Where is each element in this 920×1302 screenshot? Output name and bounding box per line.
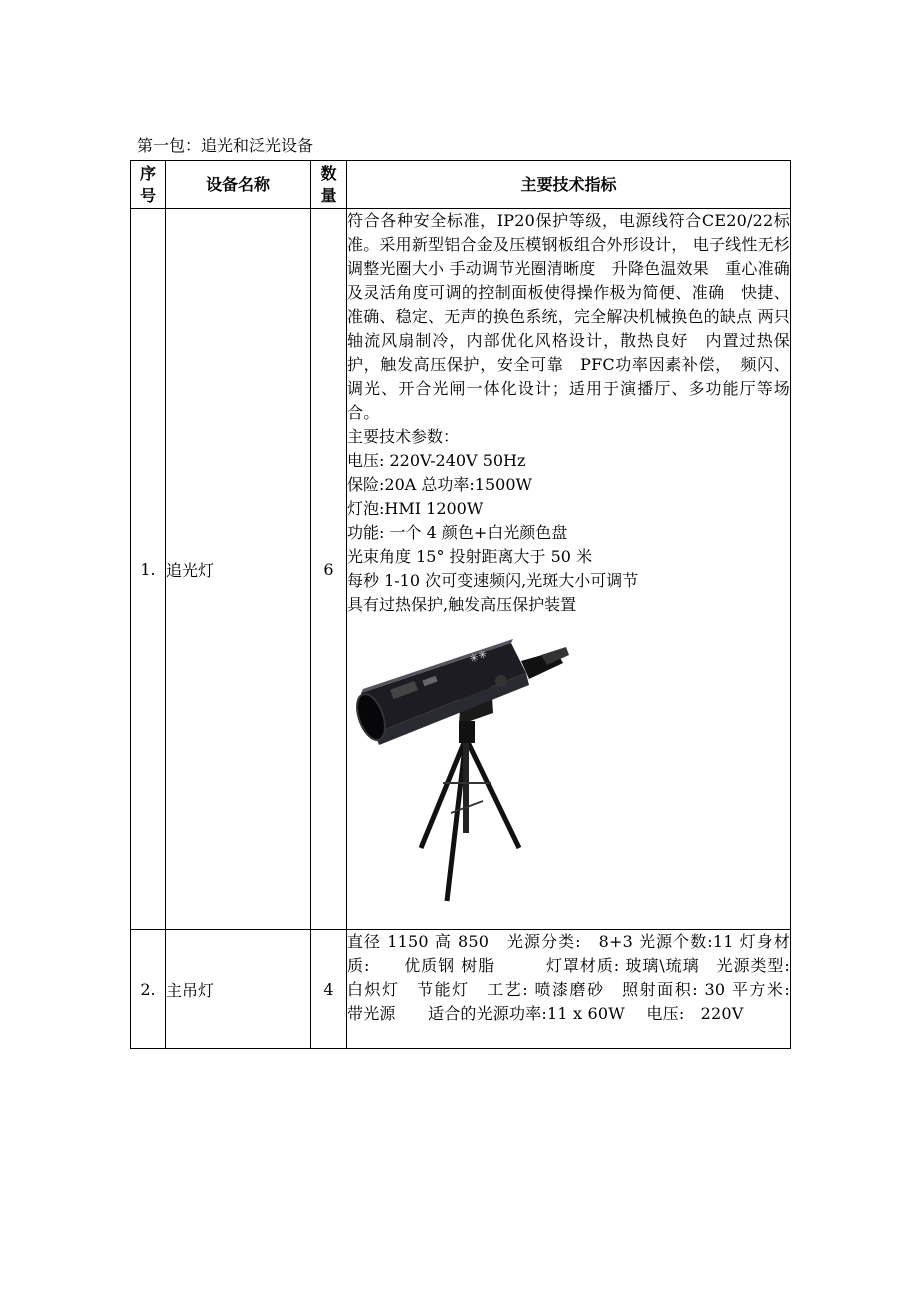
header-qty-line2: 量 [320,185,337,205]
spec-description: 符合各种安全标准，IP20保护等级，电源线符合CE20/22标准。采用新型铝合金及压模钢板组合外形设计， 电子线性无杉调整光圈大小 手动调节光圈清晰度 升降色温效果 重心准确及灵活角度可调的控制面板使得操作极为简便、准确 快捷、准确、稳定、无声的换色系统，完全解决机械换色的缺点 两只轴流风扇制冷，内部优化风格设计，散热良好 内置过热保护，触发高压保护，安全可靠 PFC功率因素补偿， 频闪、调光、开合光闸一体化设计；适用于演播厅、多功能厅等场合。 [347,211,790,422]
row-no: 1. [131,209,166,930]
param-line: 灯泡:HMI 1200W [347,499,484,518]
page-heading: 第一包：追光和泛光设备 [137,136,314,155]
param-line: 保险:20A 总功率:1500W [347,475,532,494]
param-line: 电压: 220V-240V 50Hz [347,451,526,470]
row-no: 2. [131,930,166,1049]
row-spec [347,930,823,1049]
row-qty: 6 [311,209,347,930]
row-name: 主吊灯 [166,930,311,1049]
header-name: 设备名称 [166,161,311,209]
header-qty [311,161,347,209]
table-header-row [131,161,791,209]
row-spec [347,209,791,930]
param-line: 光束角度 15° 投射距离大于 50 米 [347,547,593,566]
followspot-photo [351,633,571,903]
row-qty: 4 [311,930,347,1049]
header-spec: 主要技术指标 [347,161,791,209]
header-no-line1: 序 [139,163,156,183]
header-no [131,161,166,209]
spec-description: 直径 1150 高 850 光源分类: 8+3 光源个数:11 灯身材质: 优质钢 树脂 灯罩材质: 玻璃\琉璃 光源类型: 白炽灯 节能灯 工艺: 喷漆磨砂 照射面积: 30 平方米: 带光源 适合的光源功率:11 x 60W 电压: 220V [347,932,823,1023]
param-line: 每秒 1-10 次可变速频闪,光斑大小可调节 [347,571,639,590]
table-row [131,930,791,1049]
svg-text:✳✳: ✳✳ [467,647,490,666]
equipment-spec-table [130,160,823,1049]
header-no-line2: 号 [139,185,156,205]
table-row [131,209,791,930]
header-qty-line1: 数 [320,163,337,183]
params-title: 主要技术参数： [347,427,460,446]
param-line: 具有过热保护,触发高压保护装置 [347,595,577,614]
row-name: 追光灯 [166,209,311,930]
param-line: 功能: 一个 4 颜色+白光颜色盘 [347,523,568,542]
